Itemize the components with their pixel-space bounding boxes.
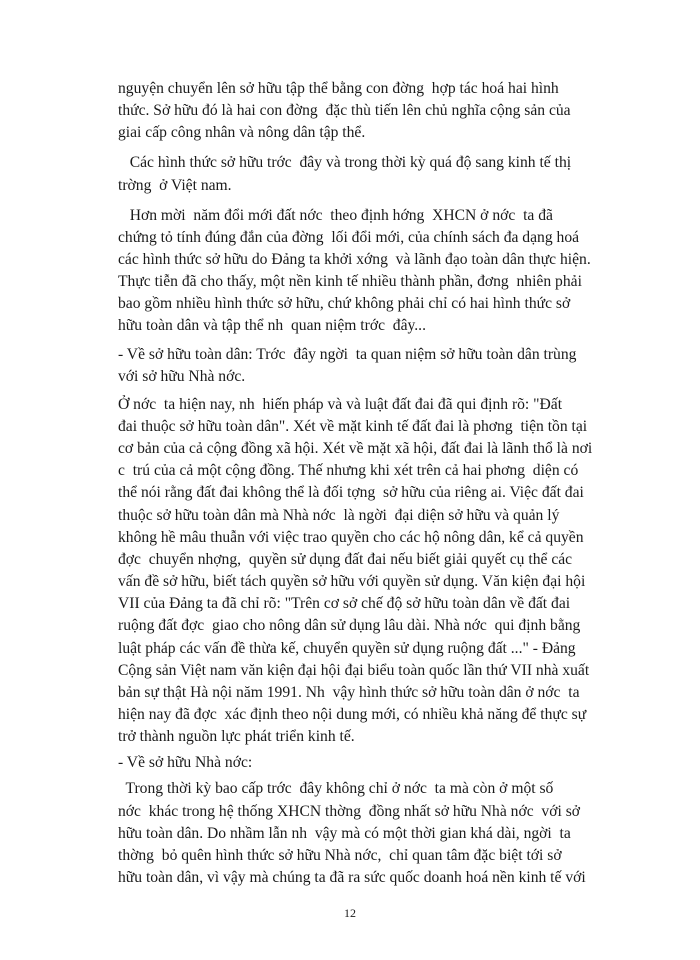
text-line: trở thành nguồn lực phát triển kinh tế. bbox=[118, 728, 355, 745]
text-line: Trong thời kỳ bao cấp trớc đây không chỉ ở nớc ta mà còn ở một số bbox=[118, 780, 554, 797]
text-line: với sở hữu Nhà nớc. bbox=[118, 368, 246, 385]
text-line: hữu toàn dân. Do nhầm lẫn nh vậy mà có một thời gian khá dài, ngời ta bbox=[118, 825, 571, 842]
text-line: nớc khác trong hệ thống XHCN thờng đồng nhất sở hữu Nhà nớc với sở bbox=[118, 803, 581, 820]
text-line: hiện nay đã đợc xác định theo nội dung mới, có nhiều khả năng để thực sự bbox=[118, 706, 587, 723]
text-line: VII của Đảng ta đã chỉ rõ: "Trên cơ sở chế độ sở hữu toàn dân về đất đai bbox=[118, 595, 571, 612]
text-line: Ở nớc ta hiện nay, nh hiến pháp và và luật đất đai đã qui định rõ: "Đất bbox=[118, 396, 563, 413]
text-line: thể nói rằng đất đai không thể là đối tợng sở hữu của riêng ai. Việc đất đai bbox=[118, 484, 584, 501]
text-line: Hơn mời năm đổi mới đất nớc theo định hớng XHCN ở nớc ta đã bbox=[118, 207, 553, 224]
text-line: trờng ở Việt nam. bbox=[118, 177, 232, 194]
text-line: c trú của cả một cộng đồng. Thế nhưng khi xét trên cả hai phơng diện có bbox=[118, 462, 579, 479]
text-line: các hình thức sở hữu do Đảng ta khởi xớng và lãnh đạo toàn dân thực hiện. bbox=[118, 251, 591, 268]
text-line: đai thuộc sở hữu toàn dân". Xét về mặt kinh tế đất đai là phơng tiện tồn tại bbox=[118, 418, 588, 435]
page-number: 12 bbox=[344, 906, 356, 920]
text-line: cơ bản của cả cộng đồng xã hội. Xét về mặt xã hội, đất đai là lãnh thổ là nơi bbox=[118, 440, 593, 457]
text-line: không hề mâu thuẫn với việc trao quyền cho các hộ nông dân, kể cả quyền bbox=[118, 529, 584, 546]
text-line: Thực tiễn đã cho thấy, một nền kinh tế nhiều thành phần, đơng nhiên phải bbox=[118, 273, 582, 290]
text-line: ruộng đất đợc giao cho nông dân sử dụng lâu dài. Nhà nớc qui định bằng bbox=[118, 617, 581, 634]
text-line: Các hình thức sở hữu trớc đây và trong thời kỳ quá độ sang kinh tế thị bbox=[118, 154, 572, 171]
text-line: thức. Sở hữu đó là hai con đờng đặc thù tiến lên chủ nghĩa cộng sản của bbox=[118, 102, 571, 119]
text-line: đợc chuyển nhợng, quyền sử dụng đất đai nếu biết giải quyết cụ thể các bbox=[118, 551, 573, 568]
text-line: thuộc sở hữu toàn dân mà Nhà nớc là ngời đại diện sở hữu và quản lý bbox=[118, 507, 560, 524]
text-line: vấn đề sở hữu, biết tách quyền sở hữu với quyền sử dụng. Văn kiện đại hội bbox=[118, 573, 586, 590]
text-line: hữu toàn dân và tập thể nh quan niệm trớc đây... bbox=[118, 317, 426, 334]
text-line: luật pháp các vấn đề thừa kế, chuyển quyền sử dụng ruộng đất ..." - Đảng bbox=[118, 640, 576, 657]
text-line: - Về sở hữu toàn dân: Trớc đây ngời ta quan niệm sở hữu toàn dân trùng bbox=[118, 346, 577, 363]
text-line: nguyện chuyển lên sở hữu tập thể bằng con đờng hợp tác hoá hai hình bbox=[118, 80, 559, 97]
text-line: bản sự thật Hà nội năm 1991. Nh vậy hình thức sở hữu toàn dân ở nớc ta bbox=[118, 684, 580, 701]
text-line: Cộng sản Việt nam văn kiện đại hội đại biểu toàn quốc lần thứ VII nhà xuất bbox=[118, 662, 590, 679]
text-line: - Về sở hữu Nhà nớc: bbox=[118, 754, 253, 771]
text-line: bao gồm nhiều hình thức sở hữu, chứ không phải chỉ có hai hình thức sở bbox=[118, 295, 571, 312]
text-line: giai cấp công nhân và nông dân tập thể. bbox=[118, 124, 366, 141]
text-line: chứng tỏ tính đúng đắn của đờng lối đổi mới, của chính sách đa dạng hoá bbox=[118, 229, 580, 246]
text-line: thờng bỏ quên hình thức sở hữu Nhà nớc, chỉ quan tâm đặc biệt tới sở bbox=[118, 847, 562, 864]
text-line: hữu toàn dân, vì vậy mà chúng ta đã ra sức quốc doanh hoá nền kinh tế với bbox=[118, 869, 586, 886]
